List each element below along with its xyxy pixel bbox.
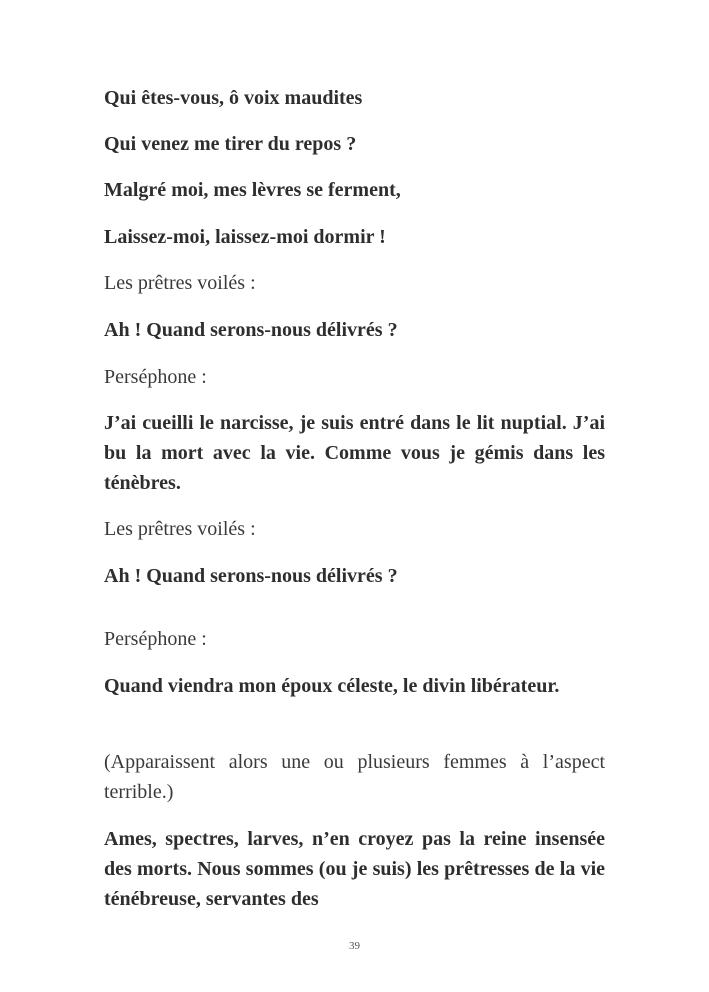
- verse-line-3: Malgré moi, mes lèvres se ferment,: [104, 179, 401, 201]
- stage-direction: (Apparaissent alors une ou plusieurs femmes à l’aspect terrible.): [104, 751, 605, 803]
- speaker-label-priests: Les prêtres voilés :: [104, 272, 256, 294]
- verse-line-4: Laissez-moi, laissez-moi dormir !: [104, 226, 386, 248]
- verse-line-2: Qui venez me tirer du repos ?: [104, 133, 357, 155]
- priests-line-2: Ah ! Quand serons-nous délivrés ?: [104, 565, 398, 587]
- speaker-label-persephone-2: Perséphone :: [104, 628, 207, 650]
- speaker-label-persephone: Perséphone :: [104, 366, 207, 388]
- page-number: 39: [349, 940, 360, 952]
- persephone-speech-1: J’ai cueilli le narcisse, je suis entré dans le lit nuptial. J’ai bu la mort avec la vie. Comme vous je gémis dans les ténèbres.: [104, 412, 605, 494]
- persephone-speech-2: Quand viendra mon époux céleste, le divin libérateur.: [104, 675, 560, 697]
- priests-line-1: Ah ! Quand serons-nous délivrés ?: [104, 319, 398, 341]
- women-speech: Ames, spectres, larves, n’en croyez pas la reine insensée des morts. Nous sommes (ou je suis) les prêtresses de la vie ténébreuse, servantes des: [104, 828, 605, 910]
- verse-line-1: Qui êtes-vous, ô voix maudites: [104, 87, 363, 109]
- speaker-label-priests-2: Les prêtres voilés :: [104, 518, 256, 540]
